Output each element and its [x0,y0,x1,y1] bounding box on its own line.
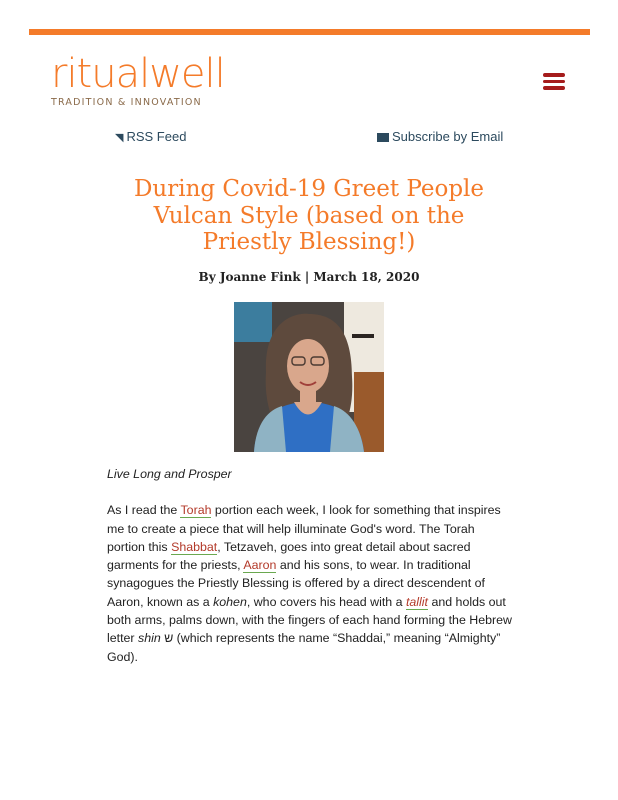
shabbat-link[interactable]: Shabbat [171,539,218,554]
site-logo[interactable] [51,51,225,108]
article-intro: Live Long and Prosper [107,467,232,481]
article-paragraph: As I read the Torah portion each week, I look for something that inspires me to create a piece that will help illuminate God's word. The Torah portion this Shabbat, Tetzaveh, goes into great detail about sacred garments for the priests, Aaron and his sons, to wear. In traditional synagogues the Priestly Blessing is offered by a direct descendent of Aaron, known as a kohen, who covers his head with a tallit and holds out both arms, palms down, with the fingers of each hand forming the Hebrew letter shin ש (which represents the name “Shaddai,” meaning “Almighty” God). [107,503,512,664]
aaron-link[interactable]: Aaron [243,558,277,573]
subscribe-email-link-wrap [377,129,503,144]
rss-feed-link-wrap [115,129,186,144]
tallit-link[interactable]: tallit [405,594,428,609]
top-accent-bar [29,29,590,35]
article-title: During Covid-19 Greet People Vulcan Style (based on the Priestly Blessing!) [133,176,485,255]
torah-link[interactable]: Torah [180,503,212,518]
article-byline: By Joanne Fink | March 18, 2020 [198,270,420,284]
rss-icon: ◥ [115,132,124,144]
hamburger-icon[interactable] [543,73,565,90]
article-body [107,465,512,684]
subscribe-email-link[interactable]: Subscribe by Email [392,129,504,144]
logo-wordmark: ritualwell [51,51,225,97]
author-photo [234,302,384,452]
logo-tagline: TRADITION & INNOVATION [51,97,202,108]
rss-feed-link[interactable]: RSS Feed [126,129,187,144]
envelope-icon [377,133,389,142]
